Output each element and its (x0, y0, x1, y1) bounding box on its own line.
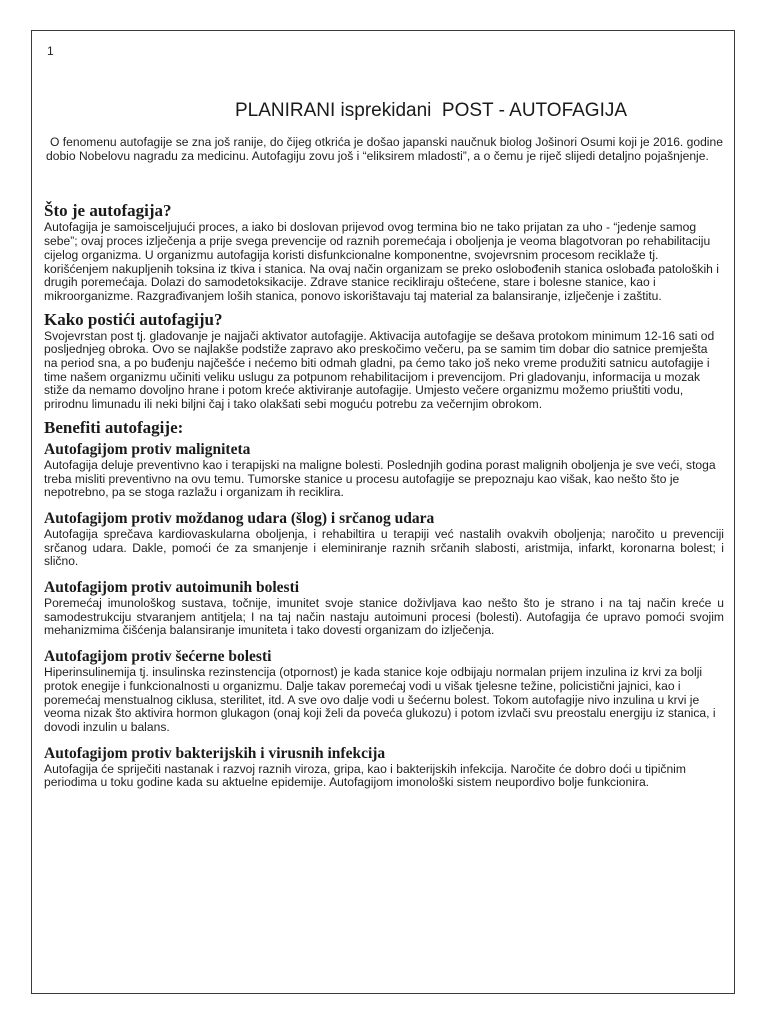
benefit-paragraph: Hiperinsulinemija tj. insulinska rezinstencija (otpornost) je kada stanice koje odbijaju normalan prijem inzulina iz krvi za bolji protok enegije i funkcionalnosti u organizmu. Dalje takav poremećaj vodi u višak tjelesne težine, policistični jajnici, kao i poremećaj menstualnog ciklusa, sterilitet, itd. A sve ovo dalje vodi u šećernu bolest. Tokom autofagije nivo inzulina u krvi je veoma nizak što aktivira hormon glukagon (onaj koji želi da poveća glukozu) i potom izvlači svu preostalu energiju iz stanica, i dovodi inzulin u balans. (44, 665, 716, 734)
benefit-heading: Autofagijom protiv maligniteta (44, 440, 251, 458)
section-heading: Kako postići autofagiju? (44, 309, 223, 329)
intro-paragraph: O fenomenu autofagije se zna još ranije, do čijeg otkrića je došao japanski naučnuk biolog Jošinori Osumi koji je 2016. godine dobio Nobelovu nagradu za medicinu. Autofagiju zovu još i “eliksirem mladosti”, a o čemu je riječ slijedi detaljno pojašnjenje. (46, 135, 723, 163)
document-body (44, 136, 724, 790)
section-paragraph: Svojevrstan post tj. gladovanje je najjači aktivator autofagije. Aktivacija autofagije se dešava protokom minimum 12-16 sati od posljednjeg obroka. Ovo se najlakše podstiže zapravo ako preskočimo večeru, pa se samim tim dobar dio satnice premješta na period sna, a po buđenju najčešće i nećemo biti odmah gladni, pa ćemo tako još neko vreme produžiti satnicu autofagije i time našem organizmu učiniti veliku uslugu za potpunom rehabilitacijom i prevencijom. Pri gladovanju, informacija u mozak stiže da nemamo dovoljno hrane i potom kreće aktiviranje autofagije. Umjesto večere organizmu možemo priuštiti vodu, prirodnu limunadu ili neki biljni čaj i tako olakšati sebi moguću potrebu za večernjim obrokom. (44, 328, 715, 412)
benefit-heading: Autofagijom protiv bakterijskih i virusnih infekcija (44, 744, 386, 762)
document-title: PLANIRANI isprekidani POST - AUTOFAGIJA (234, 100, 628, 121)
benefit-paragraph: Poremećaj imunološkog sustava, točnije, imunitet svoje stanice doživljava kao nešto što je strano i na taj način kreće u samodestrukciju stvaranjem antitjela; I na taj način nastaju autoimuni procesi (bolesti). Autofagija će upravo pomoći svojim mehanizmima čišćenja balansiranje imuniteta i tako dovesti organizam do izlječenja. (44, 596, 724, 638)
section-paragraph: Autofagija je samoisceljujući proces, a iako bi doslovan prijevod ovog termina bio ne tako prijatan za uho - “jedenje samog sebe”; ovaj proces izlječenja a prije svega prevencije od raznih poremećaja i oboljenja je veoma blagotvoran po rehabilitaciju cijelog organizma. U organizmu autofagija koristi disfunkcionalne komponentne, svojevrsnim procesom reciklaže tj. korišćenjem nakupljenih toksina iz tkiva i stanica. Na ovaj način organizam se preko oslobođenih stanica oslobađa patoloških i drugih poremećaja. Dolazi do samodetoksikacije. Zdrave stanice recikliraju oštećene, stare i bolesne stanice, kao i mikroorganizme. Razgrađivanjem loših stanica, ponovo iskorištavaju taj material za balansiranje, izlječenje i zaštitu. (44, 220, 719, 303)
benefits-heading: Benefiti autofagije: (44, 417, 184, 437)
page-number: 1 (47, 44, 54, 58)
benefit-paragraph: Autofagija sprečava kardiovaskularna oboljenja, i rehabiltira u terapiji već nastalih ovakvih oboljenja; naročito u prevenciji srčanog udara. Dakle, pomoći će za smanjenje i eleminiranje raznih srčanih slabosti, aristmija, infarkt, koronarna bolest; i slično. (44, 526, 724, 569)
benefit-paragraph: Autofagija deluje preventivno kao i terapijski na maligne bolesti. Poslednjih godina porast malignih oboljenja je sve veći, stoga treba misliti preventivno na ovu temu. Tumorske stanice u procesu autofagije se prepoznaju kao višak, kao nešto što je nepotrebno, pa se stoga razlažu i organizam ih reciklira. (44, 457, 716, 500)
benefit-heading: Autofagijom protiv autoimunih bolesti (44, 579, 300, 597)
benefit-paragraph: Autofagija će spriječiti nastanak i razvoj raznih viroza, gripa, kao i bakterijskih infekcija. Naročite će dobro doći u tipičnim periodima u toku godine kada su aktuelne epidemije. Autofagijom imonološki sistem neupordivo bolje funkcionira. (44, 761, 686, 790)
benefit-heading: Autofagijom protiv moždanog udara (šlog) i srčanog udara (44, 509, 435, 527)
section-heading: Što je autofagija? (44, 201, 172, 221)
benefit-heading: Autofagijom protiv šećerne bolesti (44, 648, 272, 666)
